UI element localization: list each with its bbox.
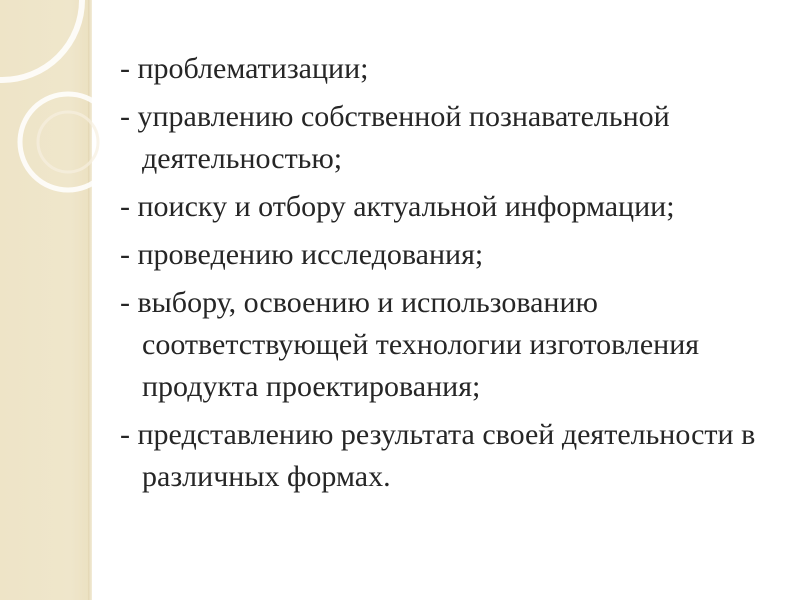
list-item: - проблематизации; [120,52,369,85]
list-item: - поиску и отбору актуальной информации; [120,190,675,223]
list-item: - представлению результата своей деятельности в различных формах. [120,418,756,493]
list-item: - управлению собственной познавательной деятельностью; [120,100,670,175]
list-item: - проведению исследования; [120,238,484,271]
decorative-ring-large [0,0,82,80]
decorative-rings [0,0,110,210]
slide-content [120,48,780,504]
decorative-ring-inner [38,112,98,172]
list-item: - выбору, освоению и использованию соответствующей технологии изготовления продукта проектирования; [120,286,700,403]
